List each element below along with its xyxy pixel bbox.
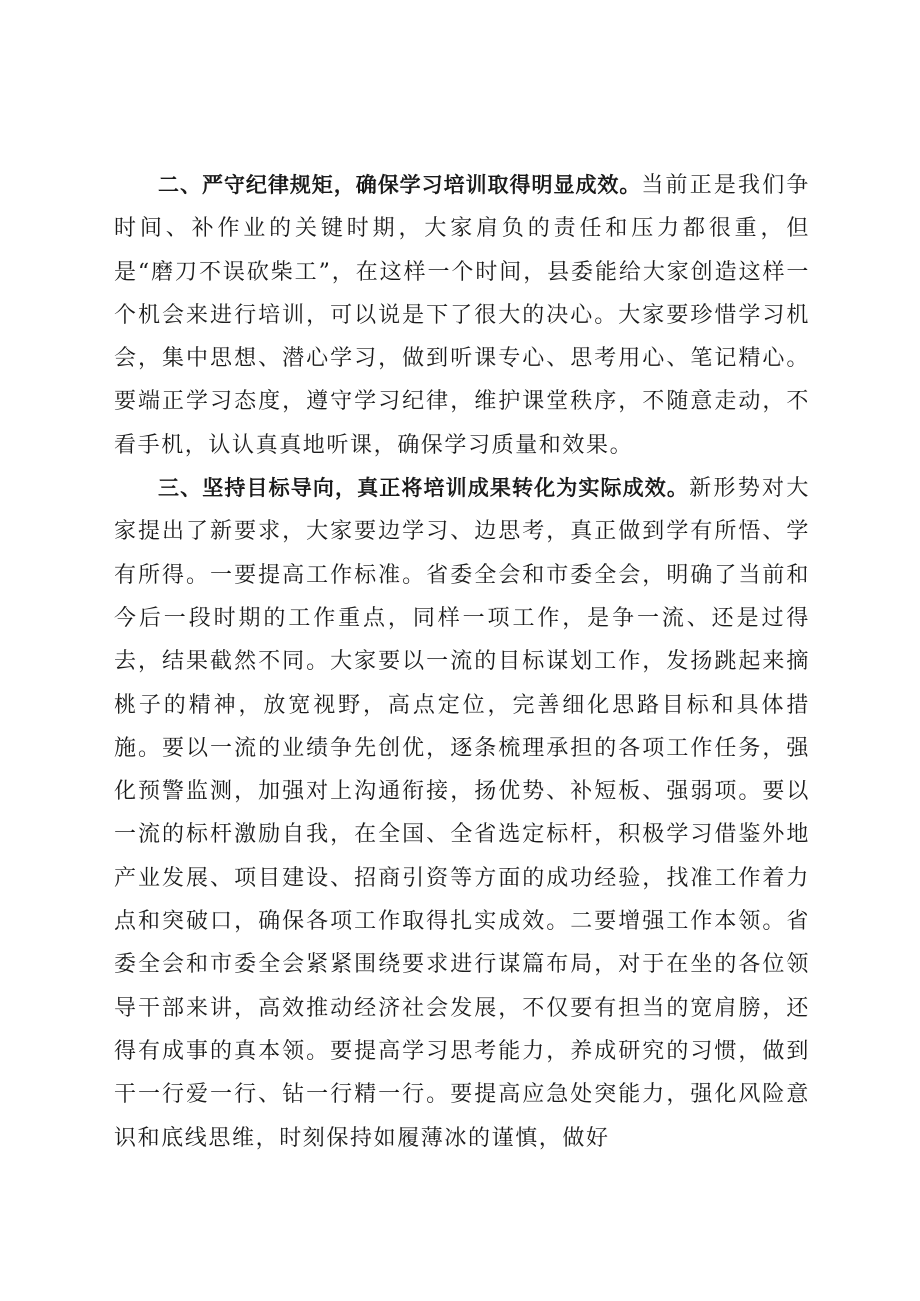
paragraph-heading: 三、坚持目标导向，真正将培训成果转化为实际成效。 [158, 476, 690, 501]
paragraph-heading: 二、严守纪律规矩，确保学习培训取得明显成效。 [158, 173, 642, 197]
paragraph-goal-orientation [114, 467, 810, 1160]
document-body [114, 164, 810, 1160]
paragraph-discipline [114, 164, 810, 467]
paragraph-text: 当前正是我们争时间、补作业的关键时期，大家肩负的责任和压力都很重，但是“磨刀不误砍柴工”，在这样一个时间，县委能给大家创造这样一个机会来进行培训，可以说是下了很大的决心。大家要珍惜学习机会，集中思想、潜心学习，做到听课专心、思考用心、笔记精心。要端正学习态度，遵守学习纪律，维护课堂秩序，不随意走动，不看手机，认认真真地听课，确保学习质量和效果。 [114, 173, 810, 458]
paragraph-text: 新形势对大家提出了新要求，大家要边学习、边思考，真正做到学有所悟、学有所得。一要提高工作标准。省委全会和市委全会，明确了当前和今后一段时期的工作重点，同样一项工作，是争一流、还是过得去，结果截然不同。大家要以一流的目标谋划工作，发扬跳起来摘桃子的精神，放宽视野，高点定位，完善细化思路目标和具体措施。要以一流的业绩争先创优，逐条梳理承担的各项工作任务，强化预警监测，加强对上沟通衔接，扬优势、补短板、强弱项。要以一流的标杆激励自我，在全国、全省选定标杆，积极学习借鉴外地产业发展、项目建设、招商引资等方面的成功经验，找准工作着力点和突破口，确保各项工作取得扎实成效。二要增强工作本领。省委全会和市委全会紧紧围绕要求进行谋篇布局，对于在坐的各位领导干部来讲，高效推动经济社会发展，不仅要有担当的宽肩膀，还得有成事的真本领。要提高学习思考能力，养成研究的习惯，做到干一行爱一行、钻一行精一行。要提高应急处突能力，强化风险意识和底线思维，时刻保持如履薄冰的谨慎，做好 [114, 476, 810, 1151]
